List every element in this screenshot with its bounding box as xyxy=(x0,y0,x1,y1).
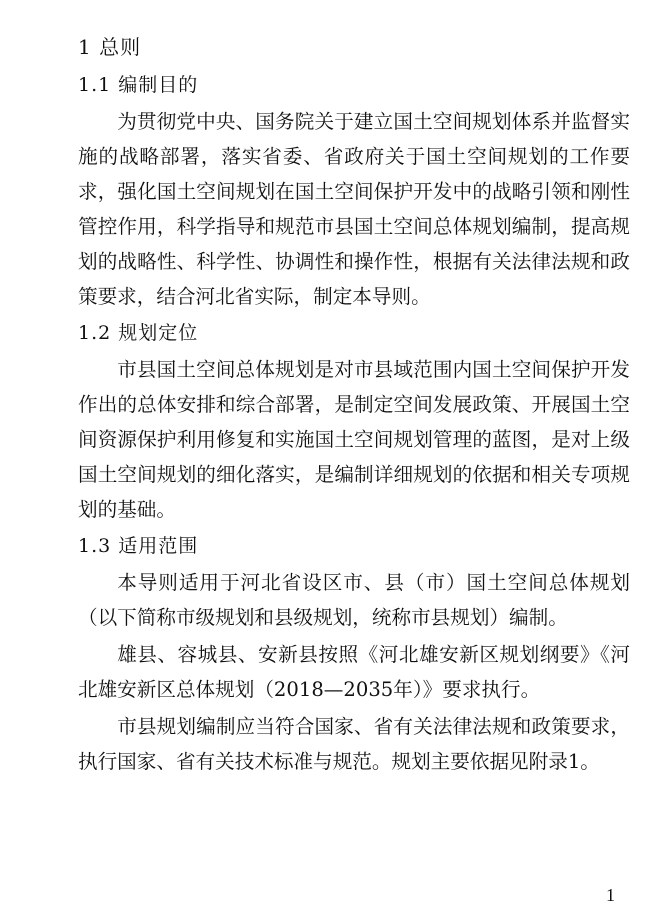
section-1-2-paragraph: 市县国土空间总体规划是对市县域范围内国土空间保护开发作出的总体安排和综合部署，是制定空间发展政策、开展国土空间资源保护利用修复和实施国土空间规划管理的蓝图，是对上级国土空间规划的细化落实，是编制详细规划的依据和相关专项规划的基础。 xyxy=(78,358,630,521)
section-1-1-heading: 1.1 编制目的 xyxy=(78,74,199,96)
section-1-3-paragraph-1: 本导则适用于河北省设区市、县（市）国土空间总体规划（以下简称市级规划和县级规划，统称市县规划）编制。 xyxy=(78,571,630,629)
section-1-heading: 1 总则 xyxy=(78,35,142,59)
section-1-3-heading: 1.3 适用范围 xyxy=(78,535,199,557)
section-1-1-paragraph: 为贯彻党中央、国务院关于建立国土空间规划体系并监督实施的战略部署，落实省委、省政府关于国土空间规划的工作要求，强化国土空间规划在国土空间保护开发中的战略引领和刚性管控作用，科学指导和规范市县国土空间总体规划编制，提高规划的战略性、科学性、协调性和操作性，根据有关法律法规和政策要求，结合河北省实际，制定本导则。 xyxy=(78,110,630,308)
document-body xyxy=(78,30,630,781)
section-1-2-heading: 1.2 规划定位 xyxy=(78,322,199,344)
section-1-3-paragraph-2: 雄县、容城县、安新县按照《河北雄安新区规划纲要》《河北雄安新区总体规划（2018—2035年）》要求执行。 xyxy=(78,643,630,701)
page-number: 1 xyxy=(606,885,615,905)
section-1-3-paragraph-3: 市县规划编制应当符合国家、省有关法律法规和政策要求，执行国家、省有关技术标准与规范。规划主要依据见附录1。 xyxy=(78,715,630,773)
